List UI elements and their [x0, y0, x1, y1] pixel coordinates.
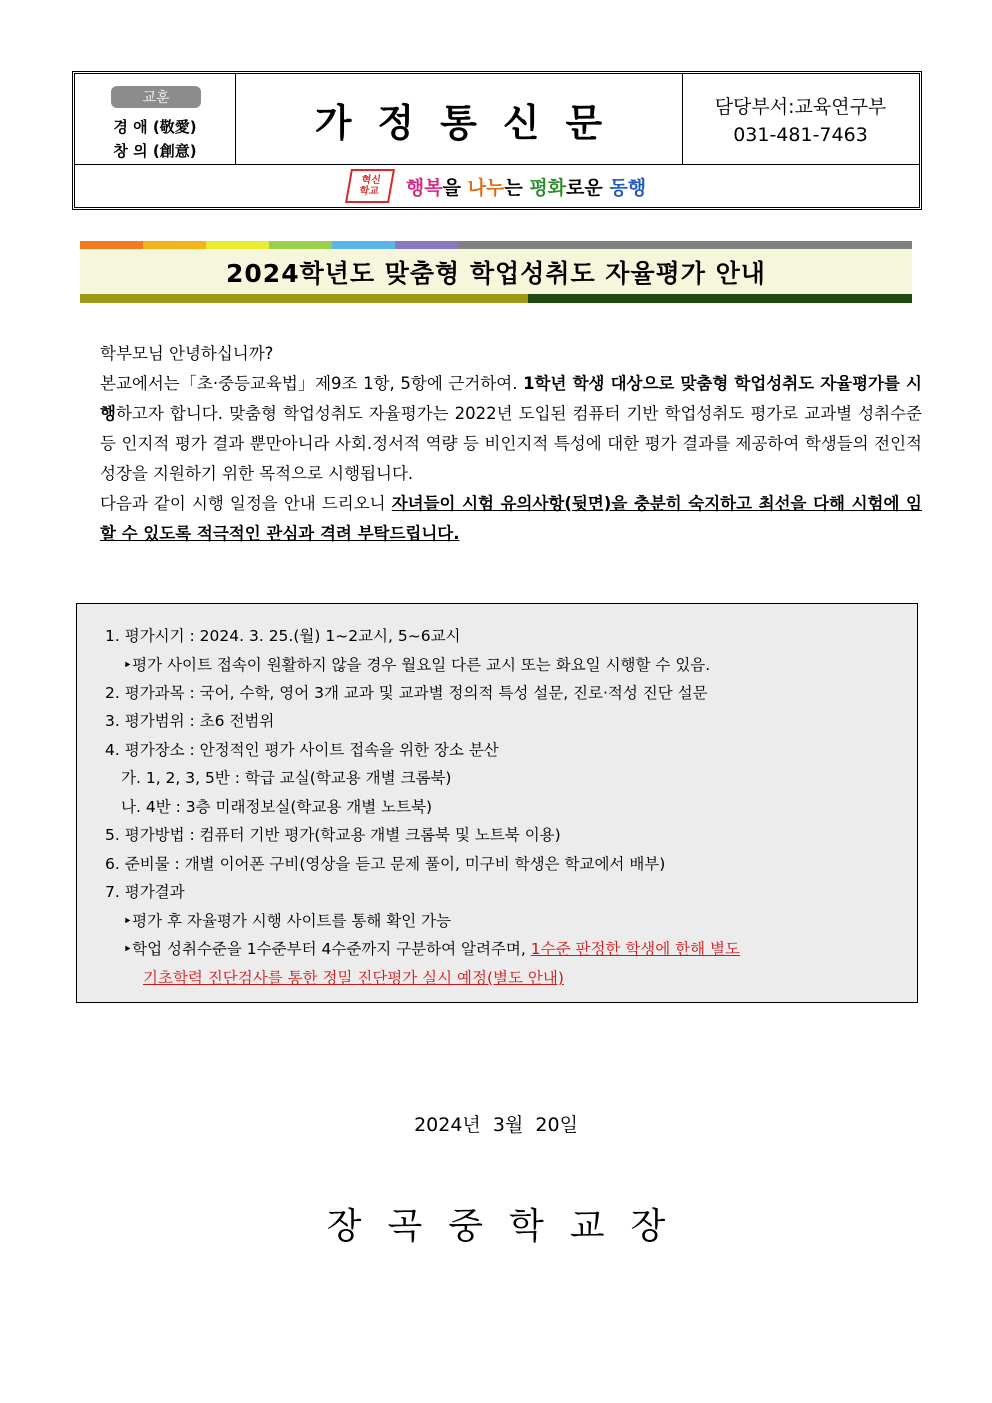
header-table: [72, 71, 922, 210]
banner-color-segment: [206, 241, 269, 249]
slogan-segment: 행복: [405, 176, 443, 199]
title-cell: [235, 74, 683, 164]
slogan-segment: 나누: [467, 176, 505, 199]
info-item-subjects: 2. 평가과목 : 국어, 수학, 영어 3개 교과 및 교과별 정의적 특성 설문, 진로·적성 진단 설문: [105, 684, 708, 702]
evaluation-info-box: [76, 603, 918, 1003]
banner-color-bar-bottom: [80, 294, 912, 303]
info-results-note-2a: ‣학업 성취수준을 1수준부터 4수준까지 구분하여 알려주며,: [123, 940, 531, 958]
info-item-results: 7. 평가결과: [105, 883, 185, 901]
letter-body: [72, 339, 922, 549]
slogan: [348, 169, 646, 203]
banner-title: 2024학년도 맞춤형 학업성취도 자율평가 안내: [226, 258, 766, 288]
phone-number: 031-481-7463: [733, 124, 868, 146]
info-item-location: 4. 평가장소 : 안정적인 평가 사이트 접속을 위한 장소 분산: [105, 741, 499, 759]
paragraph-2-a: 다음과 같이 시행 일정을 안내 드리오니: [100, 494, 392, 513]
banner-color-segment: [269, 241, 332, 249]
info-location-b: 나. 4반 : 3층 미래정보실(학교용 개별 노트북): [121, 798, 433, 816]
paragraph-1: [72, 369, 922, 489]
paragraph-2: [72, 489, 922, 549]
info-results-note-2: [123, 937, 740, 959]
greeting: 학부모님 안녕하십니까?: [100, 344, 274, 363]
banner-color-segment: [80, 294, 528, 303]
stamp-top: 혁신: [360, 175, 382, 186]
dept-cell: [682, 74, 919, 164]
motto-cell: [75, 74, 236, 164]
slogan-segment: 로운: [566, 176, 610, 199]
motto-line-2: 창 의 (創意): [113, 142, 197, 160]
info-results-note-1: ‣평가 후 자율평가 시행 사이트를 통해 확인 가능: [123, 912, 452, 930]
info-location-a: 가. 1, 2, 3, 5반 : 학급 교실(학교용 개별 크롬북): [121, 769, 452, 787]
document-title: 가정통신문: [314, 100, 629, 145]
department-text: 담당부서:교육연구부: [714, 96, 887, 118]
innovation-school-stamp-icon: [345, 169, 395, 203]
info-note-period: ‣평가 사이트 접속이 원활하지 않을 경우 월요일 다른 교시 또는 화요일 시행할 수 있음.: [123, 656, 711, 674]
info-results-note-3: 기초학력 진단검사를 통한 정밀 진단평가 실시 예정(별도 안내): [143, 969, 564, 987]
header-top-row: [75, 74, 919, 165]
slogan-row: [75, 165, 919, 207]
slogan-segment: 동행: [609, 176, 647, 199]
banner: [80, 249, 912, 294]
paragraph-2-emphasis: 자녀들이 시험 유의사항(뒷면)을 충분히 숙지하고 최선을 다해 시험에 임할 수 있도록 적극적인 관심과 격려 부탁드립니다.: [100, 494, 922, 543]
info-item-method: 5. 평가방법 : 컴퓨터 기반 평가(학교용 개별 크롬북 및 노트북 이용): [105, 826, 561, 844]
paragraph-1-emphasis: 1학년 학생 대상으로 맞춤형 학업성취도 자율평가를 시행: [100, 374, 922, 423]
banner-color-segment: [80, 241, 143, 249]
motto-badge: 교훈: [111, 86, 201, 108]
motto-line-1: 경 애 (敬愛): [113, 118, 197, 136]
banner-color-segment: [395, 241, 458, 249]
banner-color-bar-top: [80, 241, 912, 249]
stamp-bottom: 학교: [358, 186, 380, 197]
paragraph-1-c: 하고자 합니다. 맞춤형 학업성취도 자율평가는 2022년 도입된 컴퓨터 기반 학업성취도 평가로 교과별 성취수준 등 인지적 평가 결과 뿐만아니라 사회.정서적 역량 등 비인지적 특성에 대한 평가 결과를 제공하여 학생들의 전인적 성장을 지원하기 위한 목적으로 시행됩니다.: [100, 404, 922, 483]
slogan-text: [406, 173, 646, 200]
slogan-segment: 평화: [529, 176, 567, 199]
slogan-segment: 는: [504, 176, 530, 199]
info-item-period: 1. 평가시기 : 2024. 3. 25.(월) 1~2교시, 5~6교시: [105, 627, 461, 645]
banner-color-segment: [143, 241, 206, 249]
banner-color-segment: [458, 241, 912, 249]
slogan-segment: 을: [442, 176, 468, 199]
info-results-note-2-highlight: 1수준 판정한 학생에 한해 별도: [530, 940, 740, 958]
banner-color-segment: [332, 241, 395, 249]
info-item-supplies: 6. 준비물 : 개별 이어폰 구비(영상을 듣고 문제 풀이, 미구비 학생은 학교에서 배부): [105, 855, 666, 873]
banner-color-segment: [528, 294, 912, 303]
paragraph-1-a: 본교에서는「초·중등교육법」제9조 1항, 5항에 근거하여.: [100, 374, 524, 393]
principal-signature: 장곡중학교장: [326, 1206, 692, 1247]
info-item-scope: 3. 평가범위 : 초6 전범위: [105, 712, 275, 730]
letter-date: 2024년 3월 20일: [414, 1114, 578, 1136]
